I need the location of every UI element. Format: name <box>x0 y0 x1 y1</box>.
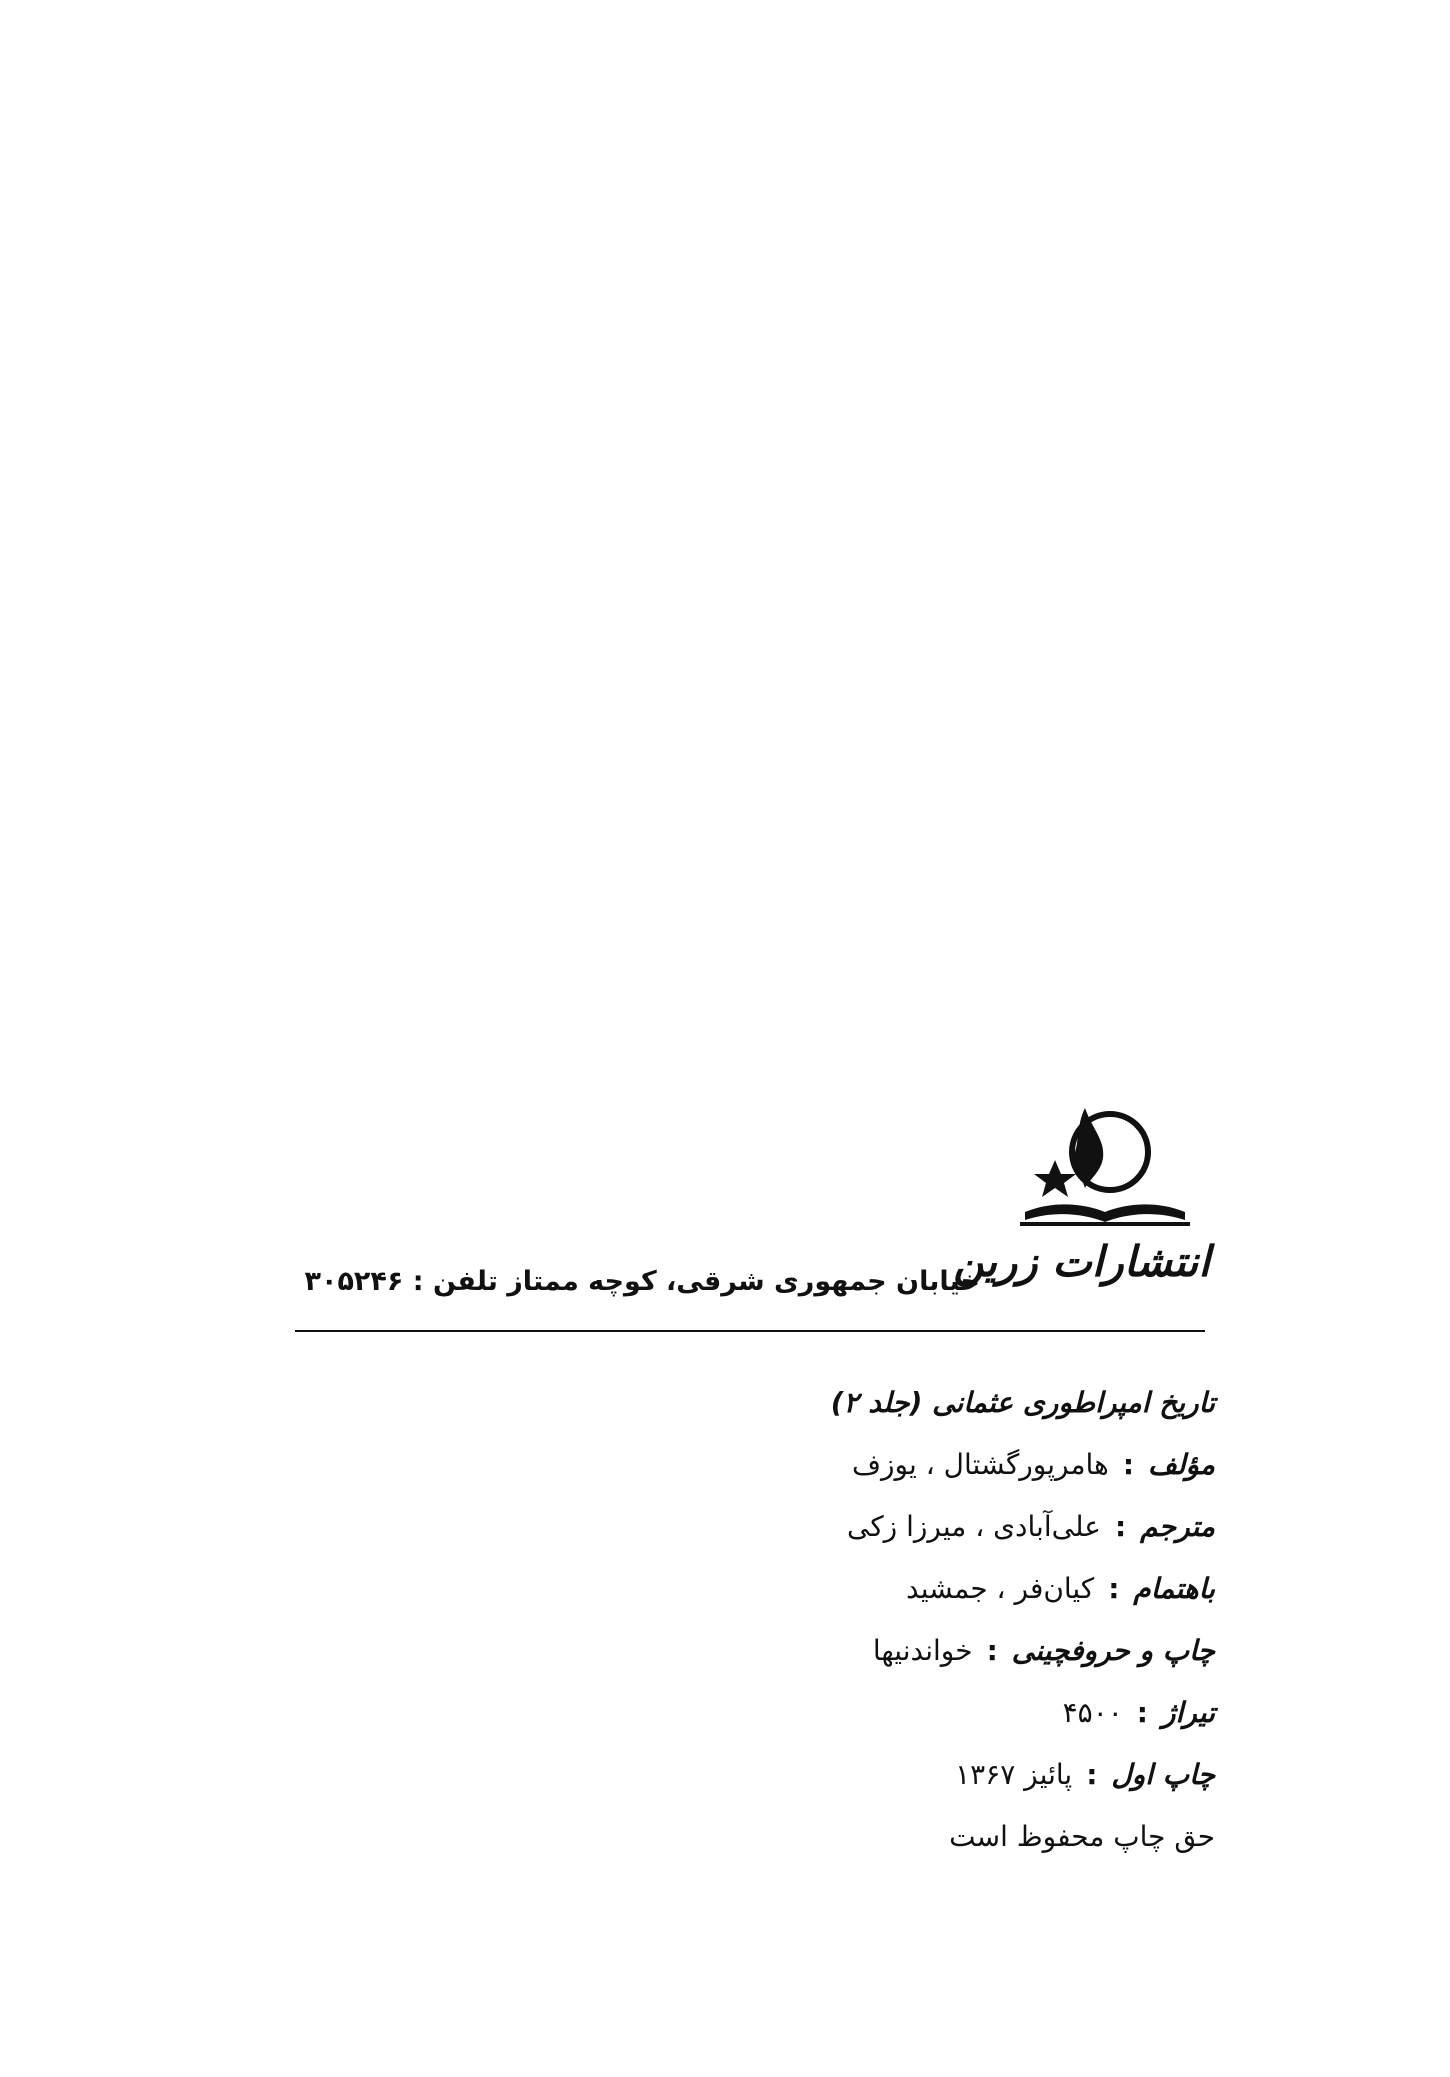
author-label: مؤلف <box>1148 1448 1215 1481</box>
print-run-label: تیراژ <box>1162 1696 1215 1729</box>
publisher-address: خیابان جمهوری شرقی، کوچه ممتاز تلفن : ۳۰۵۲۴۶ <box>304 1266 980 1297</box>
divider-line <box>295 1330 1205 1332</box>
book-title: تاریخ امپراطوری عثمانی (جلد ۲) <box>830 1386 1215 1419</box>
colophon-details <box>315 1372 1215 1868</box>
first-edition-value: پائیز ۱۳۶۷ <box>955 1758 1073 1791</box>
publisher-name: انتشارات زرین <box>953 1237 1210 1286</box>
editor-value: کیان‌فر ، جمشید <box>906 1572 1095 1605</box>
author-value: هامرپورگشتال ، یوزف <box>852 1448 1109 1481</box>
translator-value: علی‌آبادی ، میرزا زکی <box>847 1510 1101 1543</box>
translator-row: مترجم:علی‌آبادی ، میرزا زکی <box>847 1510 1215 1543</box>
printer-label: چاپ و حروفچینی <box>1011 1634 1215 1667</box>
author-row: مؤلف:هامرپورگشتال ، یوزف <box>852 1448 1215 1481</box>
rights-notice: حق چاپ محفوظ است <box>949 1820 1215 1853</box>
first-edition-row: چاپ اول:پائیز ۱۳۶۷ <box>955 1758 1215 1791</box>
publisher-logo <box>1015 1100 1195 1230</box>
translator-label: مترجم <box>1140 1510 1215 1543</box>
printer-value: خواندنیها <box>872 1634 973 1667</box>
editor-label: باهتمام <box>1133 1572 1215 1605</box>
first-edition-label: چاپ اول <box>1111 1758 1215 1791</box>
print-run-row: تیراژ:۴۵۰۰ <box>1062 1696 1215 1729</box>
editor-row: باهتمام:کیان‌فر ، جمشید <box>906 1572 1215 1605</box>
printer-row: چاپ و حروفچینی:خواندنیها <box>872 1634 1215 1667</box>
print-run-value: ۴۵۰۰ <box>1062 1696 1123 1729</box>
